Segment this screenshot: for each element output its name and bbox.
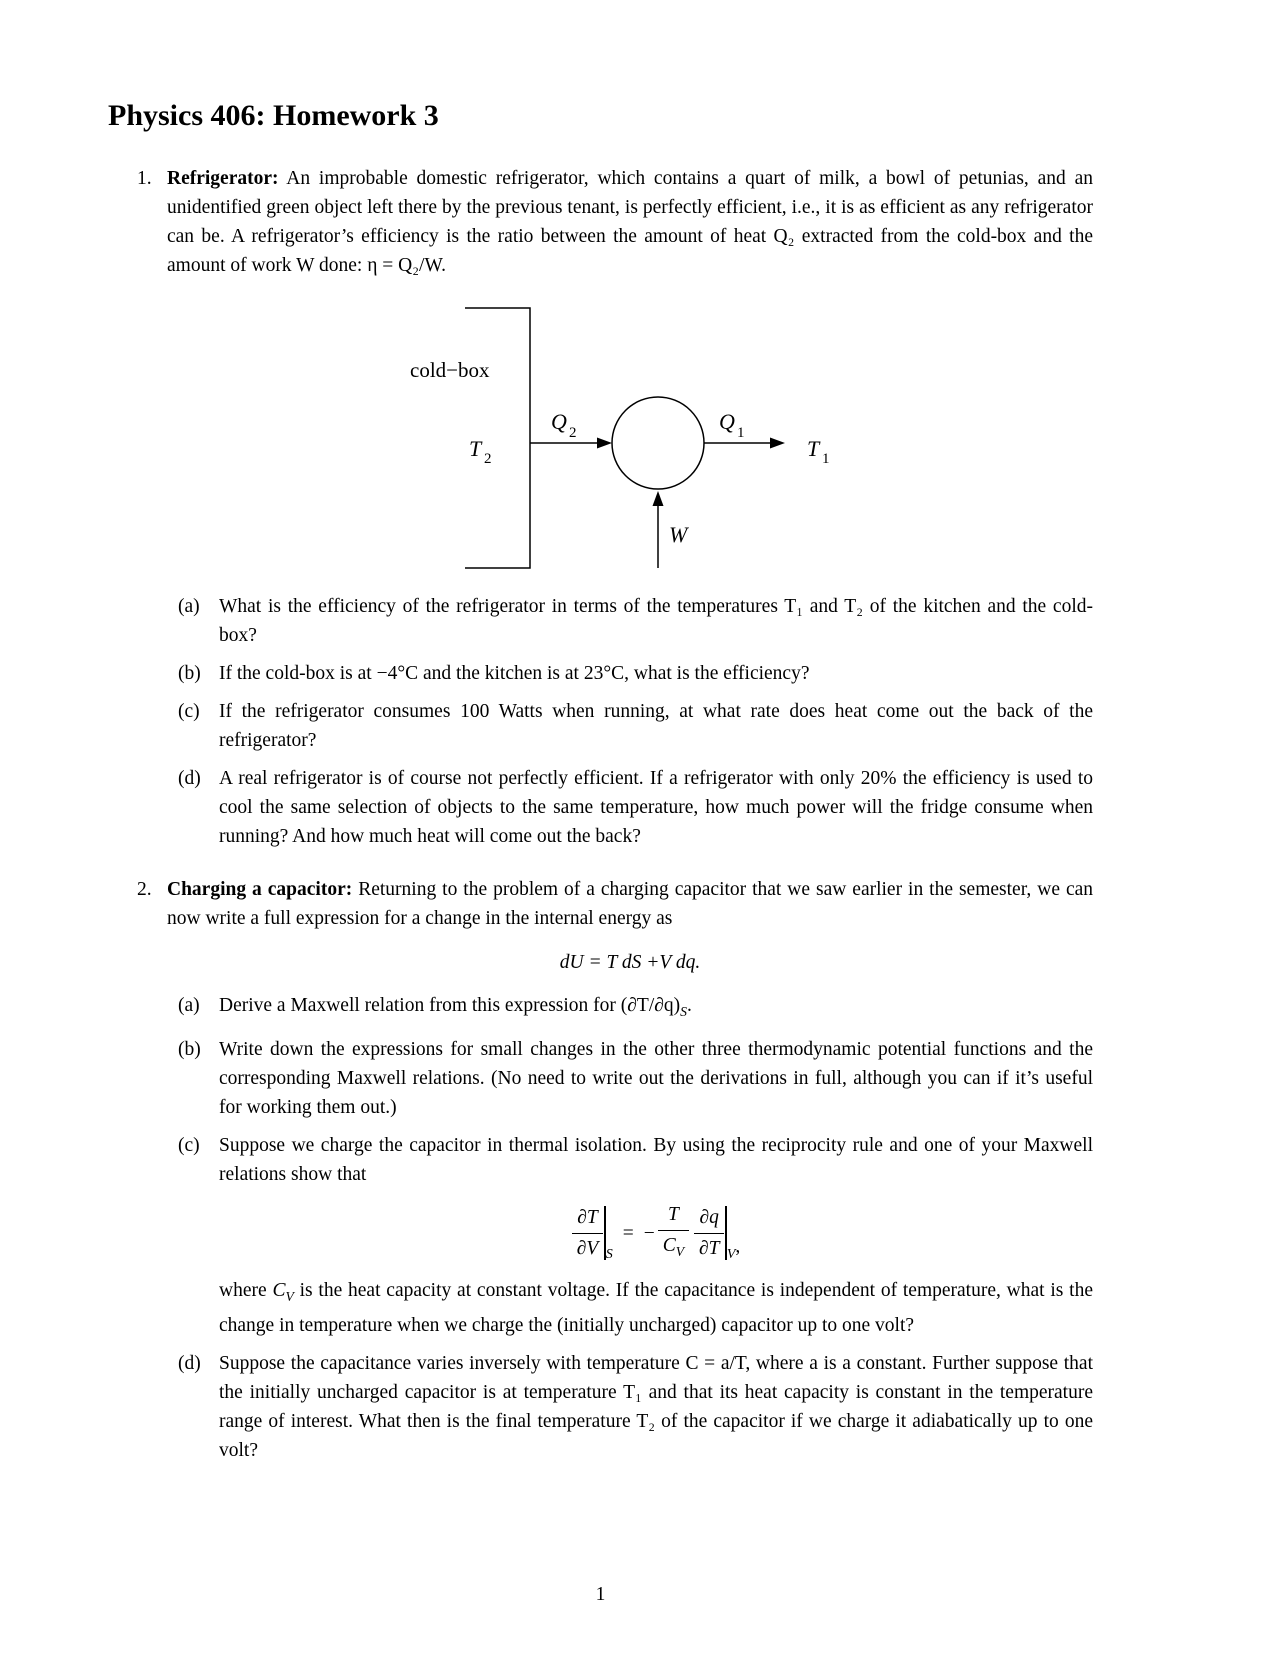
refrigerator-diagram	[405, 298, 855, 583]
minus-sign: −	[643, 1222, 655, 1244]
item-label: (a)	[178, 596, 200, 617]
item-text: A real refrigerator is of course not perfectly efficient. If a refrigerator with only 20% the efficiency is used to cool the same selection of objects to the same temperature, how much power will the fridge consume when running? And how much heat will come out the back?	[219, 768, 1093, 847]
t2-subscript: 2	[484, 451, 492, 467]
item-text: If the refrigerator consumes 100 Watts when running, at what rate does heat come out the back of the refrigerator?	[219, 701, 1093, 751]
item-a-tail: .	[686, 995, 692, 1016]
problem-1-item-a	[167, 592, 1093, 650]
problem-1-number: 1.	[137, 168, 152, 189]
problem-1-intro	[167, 164, 1093, 280]
problem-2-intro	[167, 875, 1093, 933]
t2-label: T	[469, 436, 482, 461]
t1-label: T	[807, 436, 820, 461]
lhs-numerator: ∂T	[572, 1204, 604, 1234]
equals-sign: =	[622, 1222, 634, 1244]
lhs-fraction	[572, 1204, 604, 1263]
temperature-fraction	[658, 1201, 689, 1266]
problem-2-item-b	[167, 1035, 1093, 1122]
problem-2-label: Charging a capacitor:	[167, 879, 353, 900]
item-text: What is the efficiency of the refrigerator in terms of the temperatures T₁ and T₂ of the kitchen and the cold-box?	[219, 596, 1093, 646]
page-title: Physics 406: Homework 3	[108, 99, 439, 132]
equation-comma: ,	[735, 1235, 741, 1257]
problem-2-intro-text: Returning to the problem of a charging capacitor that we saw earlier in the semester, we can now write a full expression for a change in the internal energy as	[167, 879, 1094, 929]
rhs-constraint-subscript: V	[726, 1246, 736, 1262]
cv-denominator	[658, 1231, 689, 1266]
q1-label: Q	[719, 409, 735, 434]
item-label: (b)	[178, 663, 201, 684]
item-text-after: where	[219, 1279, 273, 1301]
internal-energy-equation: dU = T dS +V dq.	[559, 952, 701, 973]
item-text: Write down the expressions for small changes in the other three thermodynamic potential functions and the corresponding Maxwell relations. (No need to write out the derivations in full, although you can if it’s useful for working them out.)	[219, 1038, 1093, 1118]
item-label: (c)	[178, 701, 200, 722]
problem-2-item-a	[167, 991, 1093, 1026]
cold-box-label: cold−box	[410, 358, 490, 382]
w-label: W	[669, 522, 688, 547]
cv-base: C	[662, 1234, 676, 1256]
lhs-constraint-subscript: S	[605, 1246, 613, 1262]
problem-1-item-d	[167, 764, 1093, 851]
item-label: (c)	[178, 1134, 200, 1156]
problem-2-item-c	[167, 1131, 1093, 1340]
problem-2-number: 2.	[137, 879, 152, 900]
rhs-fraction	[694, 1204, 724, 1263]
problem-1-label: Refrigerator:	[167, 168, 279, 189]
problem-2	[108, 875, 1093, 1465]
problem-2-item-d	[167, 1349, 1093, 1465]
t1-subscript: 1	[822, 451, 830, 467]
engine-circle	[612, 397, 704, 489]
page-number: 1	[595, 1584, 606, 1605]
problem-1-intro-text: An improbable domestic refrigerator, which contains a quart of milk, a bowl of petunias, and an unidentified green object left there by the previous tenant, is perfectly efficient, i.e., it is as efficient as any refrigerator can be. A refrigerator’s efficiency is the ratio between the amount of heat Q₂ extracted from the cold-box and the amount of work W done: η = Q₂/W.	[167, 168, 1093, 276]
cv-inline-subscript: V	[285, 1288, 294, 1304]
problem-1-item-c	[167, 697, 1093, 755]
item-label: (a)	[178, 995, 200, 1016]
item-text: Suppose the capacitance varies inversely with temperature C = a/T, where a is a constant. Further suppose that the initially uncharged capacitor is at temperature T₁ and that its heat capacity is constant in the temperature range of interest. What then is the final temperature T₂ of the capacitor if we charge it adiabatically up to one volt?	[219, 1352, 1093, 1461]
item-label: (b)	[178, 1038, 201, 1060]
lhs-denominator: ∂V	[576, 1237, 599, 1259]
cv-inline-base: C	[272, 1279, 286, 1301]
w-arrowhead	[653, 491, 664, 506]
q2-arrowhead	[597, 438, 612, 449]
item-label: (d)	[178, 1352, 201, 1374]
problem-2-items	[167, 991, 1093, 1465]
q2-label: Q	[551, 409, 567, 434]
item-text-after-2: is the heat capacity at constant voltage. If the capacitance is independent of temperature, what is the change in temperature when we charge the (initially uncharged) capacitor up to one volt?	[219, 1279, 1093, 1336]
problem-1-item-b	[167, 659, 1093, 688]
item-label: (d)	[178, 768, 201, 789]
t-numerator: T	[658, 1201, 689, 1231]
item-text: If the cold-box is at −4°C and the kitchen is at 23°C, what is the efficiency?	[219, 663, 810, 684]
maxwell-relation-equation	[219, 1201, 1093, 1266]
item-a-subscript: S	[680, 1003, 687, 1019]
rhs-numerator: ∂q	[694, 1204, 724, 1234]
rhs-denominator: ∂T	[698, 1237, 720, 1259]
problem-1-items	[167, 592, 1093, 851]
problem-1	[108, 164, 1093, 851]
cv-subscript: V	[675, 1243, 685, 1259]
q1-arrowhead	[770, 438, 785, 449]
q1-subscript: 1	[737, 425, 745, 441]
item-text-before: Suppose we charge the capacitor in thermal isolation. By using the reciprocity rule and one of your Maxwell relations show that	[219, 1134, 1093, 1185]
item-text: Derive a Maxwell relation from this expression for (∂T/∂q)	[219, 995, 681, 1016]
refrigerator-diagram-svg	[405, 298, 855, 583]
q2-subscript: 2	[569, 425, 577, 441]
